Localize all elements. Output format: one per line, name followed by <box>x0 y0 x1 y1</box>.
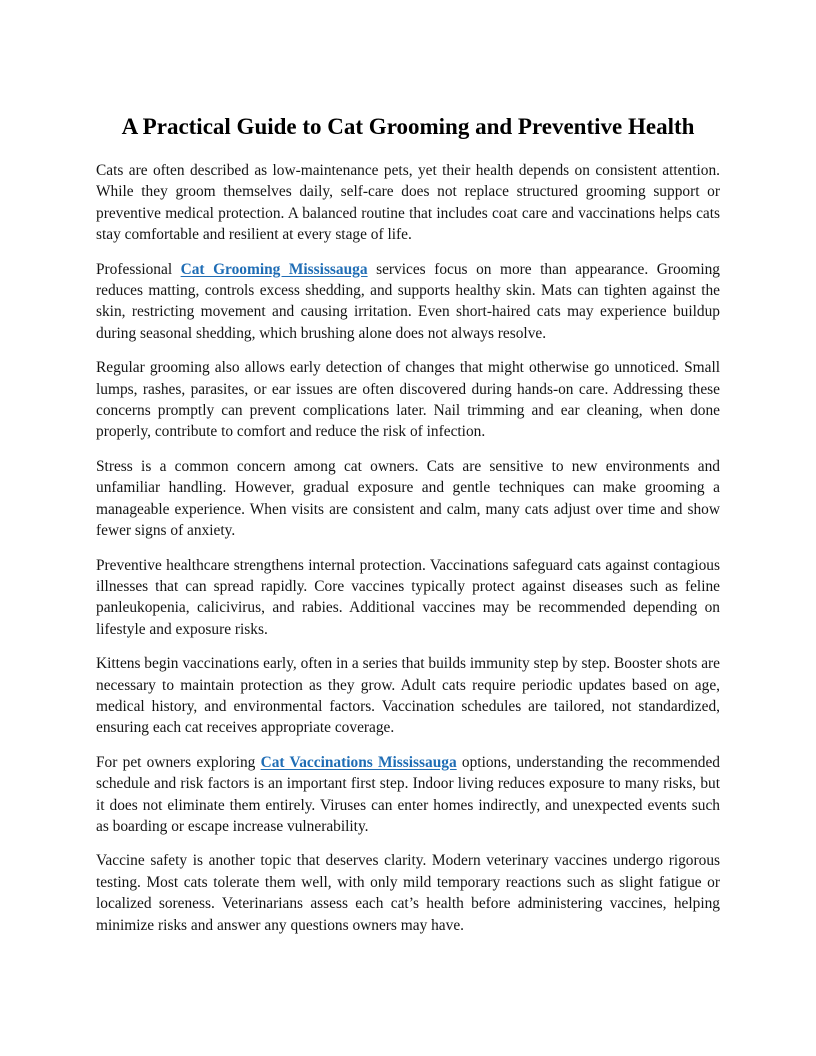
cat-vaccinations-mississauga-link[interactable]: Cat Vaccinations Mississauga <box>260 753 457 771</box>
document-title: A Practical Guide to Cat Grooming and Preventive Health <box>121 114 695 139</box>
paragraph-vaccinations <box>96 752 720 838</box>
paragraph-text: Professional <box>96 260 181 278</box>
cat-grooming-mississauga-link[interactable]: Cat Grooming Mississauga <box>180 260 368 278</box>
paragraph-text: For pet owners exploring <box>96 753 261 771</box>
document-body <box>96 160 720 949</box>
paragraph-kittens: Kittens begin vaccinations early, often in a series that builds immunity step by step. Booster shots are necessary to maintain protection as they grow. Adult cats require periodic updates based on age, medical history, and environmental factors. Vaccination schedules are tailored, not standardized, ensuring each cat receives appropriate coverage. <box>96 655 720 737</box>
paragraph-grooming-services <box>96 259 720 345</box>
paragraph-stress: Stress is a common concern among cat owners. Cats are sensitive to new environments and unfamiliar handling. However, gradual exposure and gentle techniques can make grooming a manageable experience. When visits are consistent and calm, many cats adjust over time and show fewer signs of anxiety. <box>96 457 720 540</box>
paragraph-preventive-healthcare: Preventive healthcare strengthens internal protection. Vaccinations safeguard cats against contagious illnesses that can spread rapidly. Core vaccines typically protect against diseases such as feline panleukopenia, calicivirus, and rabies. Additional vaccines may be recommended depending on lifestyle and exposure risks. <box>96 556 720 638</box>
paragraph-early-detection: Regular grooming also allows early detection of changes that might otherwise go unnoticed. Small lumps, rashes, parasites, or ear issues are often discovered during hands-on care. Addressing these concerns promptly can prevent complications later. Nail trimming and ear cleaning, when done properly, contribute to comfort and reduce the risk of infection. <box>96 359 720 441</box>
paragraph-text: options, understanding the recommended schedule and risk factors is an important first step. Indoor living reduces exposure to many risks, but it does not eliminate them entirely. Viruses can enter homes indirectly, and unexpected events such as boarding or escape increase vulnerability. <box>96 753 720 835</box>
paragraph-text: services focus on more than appearance. Grooming reduces matting, controls excess shedding, and supports healthy skin. Mats can tighten against the skin, restricting movement and causing irritation. Even short-haired cats may experience buildup during seasonal shedding, which brushing alone does not always resolve. <box>96 260 720 342</box>
paragraph-intro: Cats are often described as low-maintenance pets, yet their health depends on consistent attention. While they groom themselves daily, self-care does not replace structured grooming support or preventive medical protection. A balanced routine that includes coat care and vaccinations helps cats stay comfortable and resilient at every stage of life. <box>96 162 720 244</box>
paragraph-vaccine-safety: Vaccine safety is another topic that deserves clarity. Modern veterinary vaccines undergo rigorous testing. Most cats tolerate them well, with only mild temporary reactions such as slight fatigue or localized soreness. Veterinarians assess each cat’s health before administering vaccines, helping minimize risks and answer any questions owners may have. <box>96 852 720 934</box>
